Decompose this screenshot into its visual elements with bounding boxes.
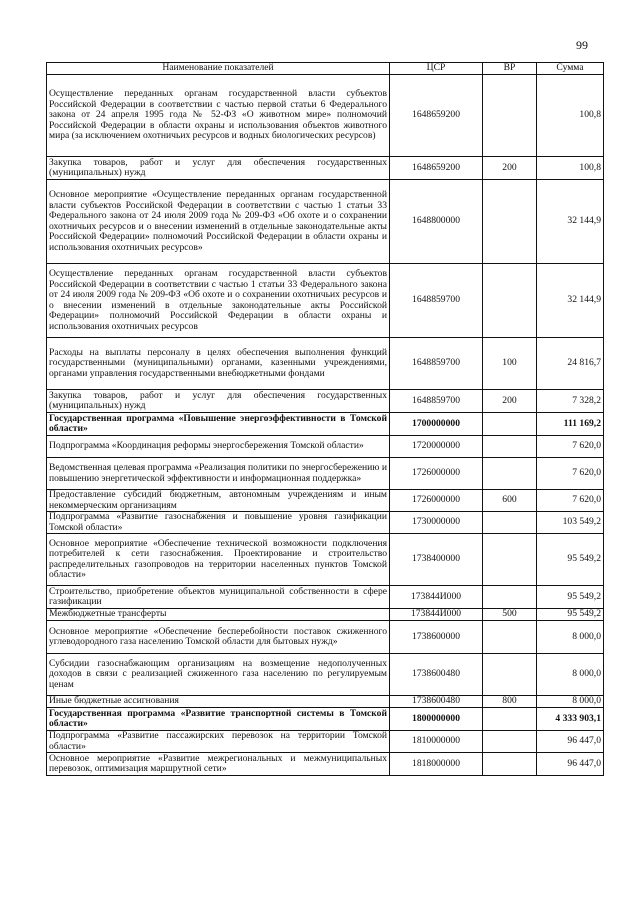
row-vr: 200 (483, 157, 537, 180)
row-name: Иные бюджетные ассигнования (47, 696, 390, 708)
table-row (47, 264, 604, 338)
row-name: Подпрограмма «Координация реформы энергосбережения Томской области» (47, 436, 390, 458)
row-sum: 100,8 (537, 157, 604, 180)
header-vr: ВР (483, 63, 537, 75)
row-name: Основное мероприятие «Развитие межрегиональных и межмуниципальных перевозок, оптимизация маршрутной сети» (47, 753, 390, 776)
row-sum: 7 328,2 (537, 390, 604, 413)
row-csr: 1818000000 (390, 753, 483, 776)
row-vr (483, 586, 537, 609)
row-vr (483, 731, 537, 753)
row-vr: 600 (483, 490, 537, 512)
row-csr: 1648659200 (390, 157, 483, 180)
row-sum: 95 549,2 (537, 586, 604, 609)
row-sum: 95 549,2 (537, 609, 604, 621)
row-vr (483, 621, 537, 654)
row-name: Осуществление переданных органам государственной власти субъектов Российской Федерации в соответствии с частью первой статьи 6 Федерального закона от 24 апреля 1995 года № 52-ФЗ «О животном мире» полномочий Российской Федерации в области охраны и использования объектов животного мира (за исключением охотничьих ресурсов и водных биологических ресурсов) (47, 75, 390, 157)
row-sum: 100,8 (537, 75, 604, 157)
row-vr (483, 534, 537, 586)
row-name: Закупка товаров, работ и услуг для обеспечения государственных (муниципальных) нужд (47, 390, 390, 413)
table-row (47, 512, 604, 534)
row-name: Осуществление переданных органам государственной власти субъектов Российской Федерации в соответствии с частью 1 статьи 33 Федерального закона от 24 июля 2009 года № 209-ФЗ «Об охоте и о сохранении охотничьих ресурсов и о внесении изменений в отдельные законодательные акты Российской Федерации» полномочий Российской Федерации в области охраны и использования охотничьих ресурсов (47, 264, 390, 338)
row-vr (483, 458, 537, 490)
header-name: Наименование показателей (47, 63, 390, 75)
row-csr: 1726000000 (390, 490, 483, 512)
row-sum: 32 144,9 (537, 180, 604, 264)
row-csr: 1726000000 (390, 458, 483, 490)
table-row (47, 490, 604, 512)
row-sum: 7 620,0 (537, 490, 604, 512)
row-csr: 1738600000 (390, 621, 483, 654)
table-row (47, 586, 604, 609)
row-sum: 95 549,2 (537, 534, 604, 586)
row-sum: 103 549,2 (537, 512, 604, 534)
row-csr: 1810000000 (390, 731, 483, 753)
row-vr (483, 512, 537, 534)
row-name: Предоставление субсидий бюджетным, автономным учреждениям и иным некоммерческим организациям (47, 490, 390, 512)
table-row (47, 609, 604, 621)
header-sum: Сумма (537, 63, 604, 75)
row-sum: 4 333 903,1 (537, 708, 604, 731)
row-name: Строительство, приобретение объектов муниципальной собственности в сфере газификации (47, 586, 390, 609)
row-csr: 173844И000 (390, 609, 483, 621)
row-csr: 1730000000 (390, 512, 483, 534)
row-name: Основное мероприятие «Обеспечение технической возможности подключения потребителей к сети газоснабжения. Проектирование и строительство распределительных газопроводов на территории населенных пунктов Томской области» (47, 534, 390, 586)
row-sum: 96 447,0 (537, 731, 604, 753)
budget-table (46, 62, 604, 776)
row-csr: 1700000000 (390, 413, 483, 436)
table-row (47, 338, 604, 390)
row-sum: 32 144,9 (537, 264, 604, 338)
header-csr: ЦСР (390, 63, 483, 75)
table-row (47, 731, 604, 753)
row-sum: 8 000,0 (537, 621, 604, 654)
row-csr: 1648659200 (390, 75, 483, 157)
row-vr: 200 (483, 390, 537, 413)
row-csr: 1648859700 (390, 338, 483, 390)
row-name: Расходы на выплаты персоналу в целях обеспечения выполнения функций государственными (муниципальными) органами, казенными учреждениями, органами управления государственными внебюджетными фондами (47, 338, 390, 390)
row-vr (483, 654, 537, 696)
table-header-row (47, 63, 604, 75)
row-name: Основное мероприятие «Обеспечение бесперебойности поставок сжиженного углеводородного газа населению Томской области для бытовых нужд» (47, 621, 390, 654)
table-row (47, 753, 604, 776)
table-row (47, 708, 604, 731)
row-sum: 7 620,0 (537, 458, 604, 490)
table-row (47, 458, 604, 490)
row-sum: 24 816,7 (537, 338, 604, 390)
table-row (47, 413, 604, 436)
row-name: Подпрограмма «Развитие газоснабжения и повышение уровня газификации Томской области» (47, 512, 390, 534)
table-row (47, 621, 604, 654)
row-vr (483, 75, 537, 157)
table-row (47, 157, 604, 180)
row-csr: 1738600480 (390, 654, 483, 696)
table-row (47, 654, 604, 696)
table-row (47, 390, 604, 413)
row-csr: 1648859700 (390, 264, 483, 338)
row-csr: 1648859700 (390, 390, 483, 413)
row-csr: 1738400000 (390, 534, 483, 586)
row-vr (483, 708, 537, 731)
row-vr (483, 264, 537, 338)
row-name: Ведомственная целевая программа «Реализация политики по энергосбережению и повышению энергетической эффективности и информационная поддержка» (47, 458, 390, 490)
row-sum: 8 000,0 (537, 696, 604, 708)
row-csr: 1800000000 (390, 708, 483, 731)
row-sum: 8 000,0 (537, 654, 604, 696)
table-row (47, 696, 604, 708)
row-sum: 7 620,0 (537, 436, 604, 458)
table-row (47, 534, 604, 586)
row-csr: 1720000000 (390, 436, 483, 458)
row-vr: 100 (483, 338, 537, 390)
row-vr (483, 753, 537, 776)
row-name: Государственная программа «Повышение энергоэффективности в Томской области» (47, 413, 390, 436)
row-vr (483, 413, 537, 436)
row-vr (483, 436, 537, 458)
table-row (47, 436, 604, 458)
row-name: Закупка товаров, работ и услуг для обеспечения государственных (муниципальных) нужд (47, 157, 390, 180)
row-name: Подпрограмма «Развитие пассажирских перевозок на территории Томской области» (47, 731, 390, 753)
table-row (47, 180, 604, 264)
table-body (47, 75, 604, 776)
table-row (47, 75, 604, 157)
row-vr: 800 (483, 696, 537, 708)
row-sum: 111 169,2 (537, 413, 604, 436)
row-csr: 1648800000 (390, 180, 483, 264)
row-vr: 500 (483, 609, 537, 621)
row-name: Государственная программа «Развитие транспортной системы в Томской области» (47, 708, 390, 731)
row-name: Основное мероприятие «Осуществление переданных органам государственной власти субъектов Российской Федерации в соответствии с частью 1 статьи 33 Федерального закона от 24 июля 2009 года № 209-ФЗ «Об охоте и о сохранении охотничьих ресурсов и о внесении изменений в отдельные законодательные акты Российской Федерации» полномочий Российской Федерации в области охраны и использования охотничьих ресурсов» (47, 180, 390, 264)
row-name: Субсидии газоснабжающим организациям на возмещение недополученных доходов в связи с реализацией сжиженного газа населению по регулируемым ценам (47, 654, 390, 696)
row-vr (483, 180, 537, 264)
row-csr: 173844И000 (390, 586, 483, 609)
row-name: Межбюджетные трансферты (47, 609, 390, 621)
row-sum: 96 447,0 (537, 753, 604, 776)
page-number: 99 (576, 38, 588, 52)
row-csr: 1738600480 (390, 696, 483, 708)
